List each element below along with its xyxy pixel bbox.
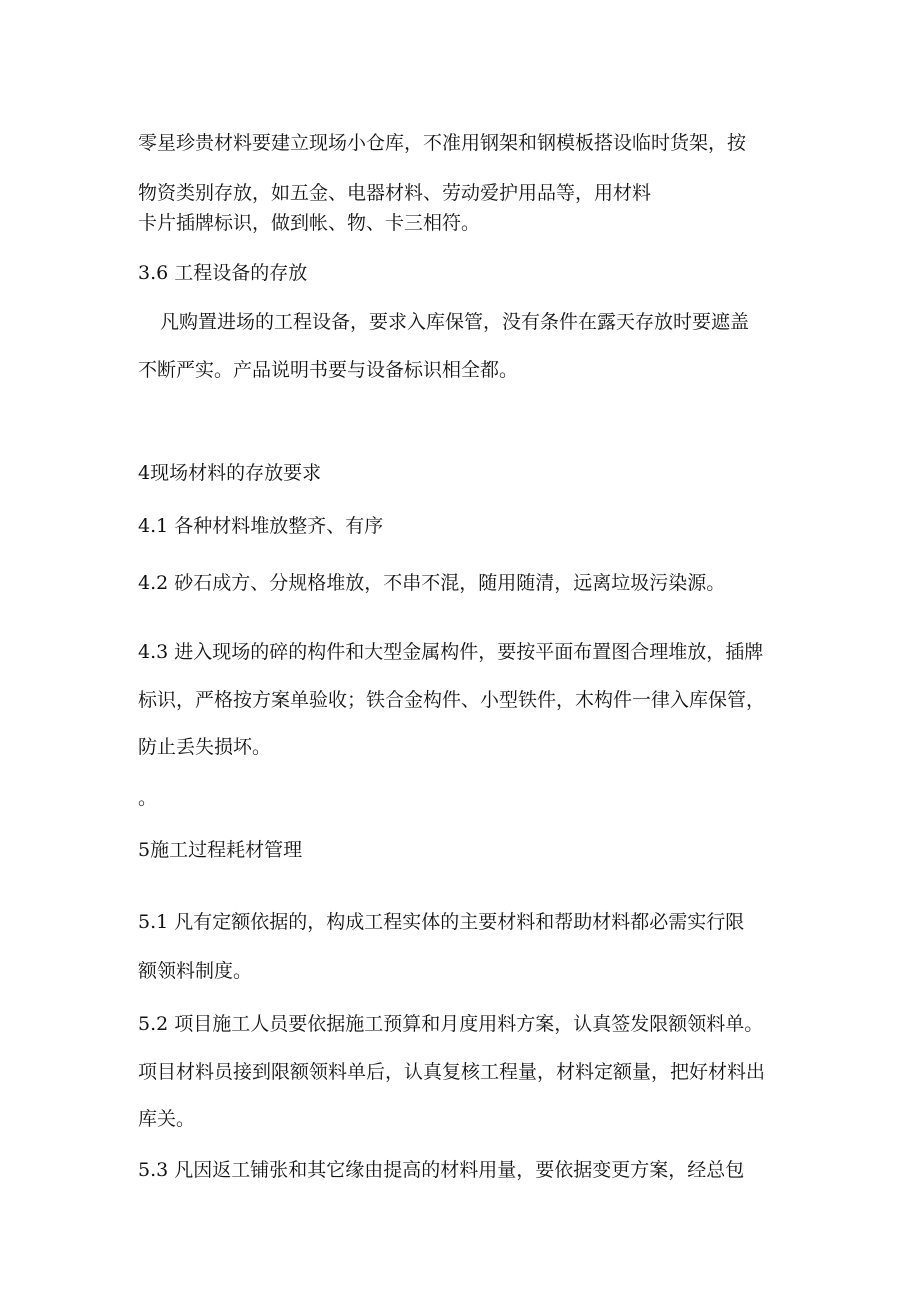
paragraph-line: 卡片插牌标识，做到帐、物、卡三相符。 [138,212,481,234]
paragraph-line: 不断严实。产品说明书要与设备标识相全都。 [138,359,519,381]
paragraph-line: 物资类别存放，如五金、电器材料、劳动爱护用品等，用材料 [138,182,652,204]
paragraph-line: 项目材料员接到限额领料单后，认真复核工程量，材料定额量，把好材料出 [138,1061,766,1083]
section-heading: 4.1 各种材料堆放整齐、有序 [138,515,384,537]
paragraph-line: 标识，严格按方案单验收；铁合金构件、小型铁件，木构件一律入库保管， [138,689,766,711]
paragraph-line: 5.2 项目施工人员要依据施工预算和月度用料方案，认真签发限额领料单。 [138,1013,764,1035]
paragraph-line: 额领料制度。 [138,960,253,982]
paragraph-line: 零星珍贵材料要建立现场小仓库，不准用钢架和钢模板搭设临时货架，按 [138,132,747,154]
paragraph-line: 4.3 进入现场的碎的构件和大型金属构件，要按平面布置图合理堆放，插牌 [138,641,764,663]
chapter-heading: 5施工过程耗材管理 [138,839,303,861]
chapter-heading: 4现场材料的存放要求 [138,462,322,484]
paragraph-line: 凡购置进场的工程设备，要求入库保管，没有条件在露天存放时要遮盖 [160,311,750,333]
section-heading: 3.6 工程设备的存放 [138,262,308,284]
paragraph-line: 库关。 [138,1108,196,1130]
paragraph-line: 防止丢失损坏。 [138,736,272,758]
paragraph-line: 5.3 凡因返工铺张和其它缘由提高的材料用量，要依据变更方案，经总包 [138,1159,745,1181]
paragraph-line: 5.1 凡有定额依据的，构成工程实体的主要材料和帮助材料都必需实行限 [138,911,745,933]
stray-punctuation: 。 [138,787,158,809]
paragraph-line: 4.2 砂石成方、分规格堆放，不串不混，随用随清，远离垃圾污染源。 [138,572,726,594]
